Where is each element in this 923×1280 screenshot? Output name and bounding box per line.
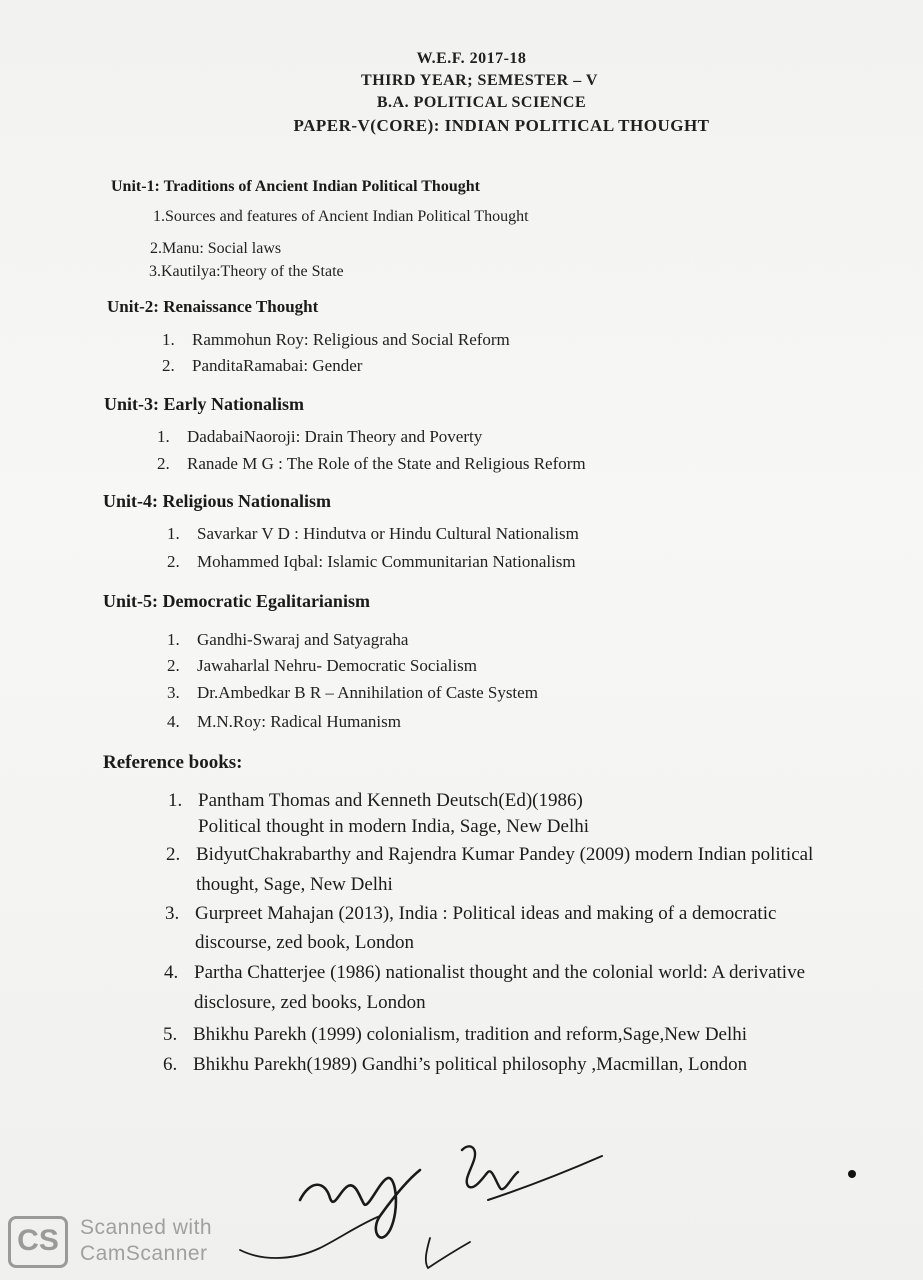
item-number: 2. xyxy=(167,656,180,675)
item-text: Gandhi-Swaraj and Satyagraha xyxy=(197,630,409,649)
camscanner-watermark xyxy=(8,1214,248,1274)
item-text: Manu: Social laws xyxy=(162,240,282,257)
ink-dot xyxy=(848,1170,856,1178)
item-number: 1. xyxy=(153,208,165,225)
reference-line-1: Bhikhu Parekh (1999) colonialism, tradition and reform,Sage,New Delhi xyxy=(193,1024,748,1045)
reference-6 xyxy=(163,1054,748,1076)
item-text: Rammohun Roy: Religious and Social Reform xyxy=(192,330,510,349)
item-text: Jawaharlal Nehru- Democratic Socialism xyxy=(197,656,477,675)
unit-1-title: Unit-1: Traditions of Ancient Indian Political Thought xyxy=(111,178,480,195)
unit-3-item-2 xyxy=(157,454,586,474)
unit-5-title: Unit-5: Democratic Egalitarianism xyxy=(103,591,370,611)
item-number: 6. xyxy=(163,1054,178,1075)
item-number: 2. xyxy=(162,356,175,375)
item-text: Dr.Ambedkar B R – Annihilation of Caste System xyxy=(197,683,538,702)
unit-4-item-1 xyxy=(167,524,579,544)
item-text: M.N.Roy: Radical Humanism xyxy=(197,712,401,731)
unit-4-item-2 xyxy=(167,552,576,572)
unit-5-item-4 xyxy=(167,712,401,732)
camscanner-logo-icon: CS xyxy=(8,1216,68,1268)
reference-line-1: Gurpreet Mahajan (2013), India : Political ideas and making of a democratic xyxy=(195,903,777,924)
item-text: PanditaRamabai: Gender xyxy=(192,356,363,375)
header-semester: THIRD YEAR; SEMESTER – V xyxy=(361,72,598,89)
watermark-line-2: CamScanner xyxy=(80,1242,208,1265)
reference-2 xyxy=(166,844,814,866)
reference-4-cont xyxy=(194,992,426,1014)
item-number: 3. xyxy=(149,263,161,280)
unit-1-item-1 xyxy=(153,208,529,226)
reference-3-cont xyxy=(195,932,414,954)
item-text: Savarkar V D : Hindutva or Hindu Cultural Nationalism xyxy=(197,524,579,543)
item-number: 2. xyxy=(166,844,181,865)
reference-2-cont xyxy=(196,874,393,896)
item-text: Mohammed Iqbal: Islamic Communitarian Nationalism xyxy=(197,552,576,571)
reference-line-2: disclosure, zed books, London xyxy=(194,992,426,1013)
item-number: 1. xyxy=(162,330,175,349)
header-paper: PAPER-V(CORE): INDIAN POLITICAL THOUGHT xyxy=(293,116,710,135)
item-number: 1. xyxy=(167,524,180,543)
item-number: 1. xyxy=(167,630,180,649)
unit-5-item-2 xyxy=(167,656,477,676)
item-number: 1. xyxy=(168,790,183,811)
item-number: 4. xyxy=(164,962,179,983)
item-number: 1. xyxy=(157,427,170,446)
item-number: 2. xyxy=(150,240,162,257)
unit-1-item-2 xyxy=(150,240,281,258)
watermark-line-1: Scanned with xyxy=(80,1216,213,1239)
reference-5 xyxy=(163,1024,748,1046)
reference-1 xyxy=(168,790,583,812)
item-number: 3. xyxy=(167,683,180,702)
unit-2-item-1 xyxy=(162,330,510,350)
unit-5-item-3 xyxy=(167,683,538,703)
reference-line-2: Political thought in modern India, Sage, New Delhi xyxy=(198,816,590,837)
header-wef: W.E.F. 2017-18 xyxy=(416,50,527,67)
item-number: 2. xyxy=(157,454,170,473)
signature-mark xyxy=(230,1120,630,1280)
reference-line-1: Pantham Thomas and Kenneth Deutsch(Ed)(1986) xyxy=(198,790,583,811)
reference-line-2: thought, Sage, New Delhi xyxy=(196,874,393,895)
unit-2-item-2 xyxy=(162,356,362,376)
item-text: Sources and features of Ancient Indian Political Thought xyxy=(165,208,529,225)
item-number: 5. xyxy=(163,1024,178,1045)
unit-3-title: Unit-3: Early Nationalism xyxy=(104,394,304,414)
reference-line-1: Partha Chatterjee (1986) nationalist thought and the colonial world: A derivative xyxy=(194,962,806,983)
header-course: B.A. POLITICAL SCIENCE xyxy=(376,94,587,111)
item-text: Ranade M G : The Role of the State and Religious Reform xyxy=(187,454,586,473)
item-text: DadabaiNaoroji: Drain Theory and Poverty xyxy=(187,427,483,446)
item-number: 3. xyxy=(165,903,180,924)
unit-4-title: Unit-4: Religious Nationalism xyxy=(103,491,332,511)
reference-3 xyxy=(165,903,777,925)
references-title: Reference books: xyxy=(103,752,243,773)
reference-4 xyxy=(164,962,806,984)
reference-1-cont xyxy=(198,816,589,838)
unit-2-title: Unit-2: Renaissance Thought xyxy=(107,297,319,316)
unit-3-item-1 xyxy=(157,427,482,447)
item-text: Kautilya:Theory of the State xyxy=(161,263,344,280)
reference-line-1: BidyutChakrabarthy and Rajendra Kumar Pandey (2009) modern Indian political xyxy=(196,844,814,865)
reference-line-2: discourse, zed book, London xyxy=(195,932,414,953)
item-number: 2. xyxy=(167,552,180,571)
unit-1-item-3 xyxy=(149,263,344,281)
unit-5-item-1 xyxy=(167,630,408,650)
item-number: 4. xyxy=(167,712,180,731)
reference-line-1: Bhikhu Parekh(1989) Gandhi’s political philosophy ,Macmillan, London xyxy=(193,1054,748,1075)
